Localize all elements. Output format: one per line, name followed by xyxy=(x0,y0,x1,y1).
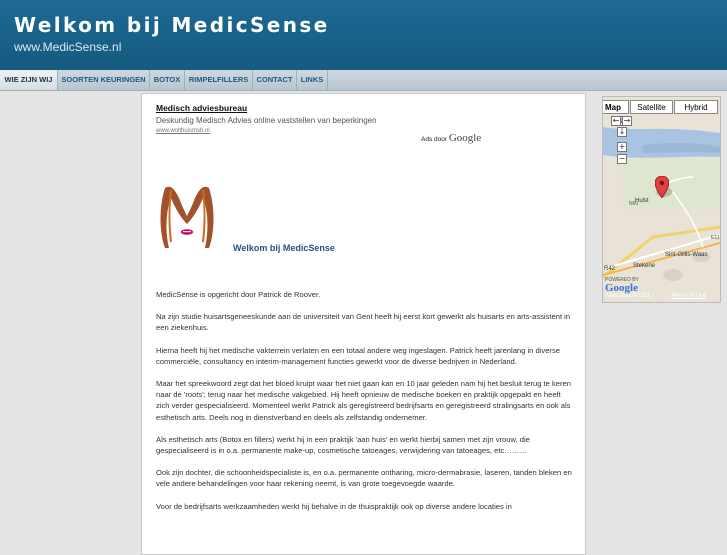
map-label-road-n60: N60 xyxy=(629,201,639,207)
main-nav xyxy=(0,70,727,91)
nav-item-contact[interactable]: CONTACT xyxy=(253,70,297,90)
map-label-stekene: Stekene xyxy=(633,263,656,269)
nav-item-rimpelfillers[interactable]: RIMPELFILLERS xyxy=(185,70,253,90)
paragraph: Als esthetisch arts (Botox en fillers) werkt hij in een praktijk 'aan huis' en werkt hierbij samen met zijn vrouw, die gespecialiseerd is in o.a. permanente make-up, cosmetische tatoeages, verwijdering van tatoeages, etc……… xyxy=(156,434,530,456)
paragraph: Hierna heeft hij het medische vakterrein verlaten en een totaal andere weg ingeslagen. Patrick heeft jarenlang in diverse commerciële, consultancy en interim-management functies gewerkt voor de diverse bedrijven in Nederland. xyxy=(156,345,560,366)
map-data-credit: Map data ©2011 - xyxy=(606,293,654,299)
terms-of-use-link[interactable]: Terms of Use xyxy=(671,293,707,299)
map-label-hulst: Hulst xyxy=(635,198,649,204)
ads-by-label: Ads door xyxy=(421,136,448,143)
ad-url-link[interactable]: www.wolthuismsb.nl xyxy=(156,128,210,134)
map-tab-map[interactable]: Map xyxy=(602,100,629,114)
pan-right-icon[interactable]: → xyxy=(623,116,631,125)
nav-item-links[interactable]: LINKS xyxy=(297,70,328,90)
article-body xyxy=(156,289,576,523)
nav-item-wie-zijn-wij[interactable]: WIE ZIJN WIJ xyxy=(0,70,58,90)
page-heading: Welkom bij MedicSense xyxy=(233,243,335,253)
pan-down-icon[interactable]: ↓ xyxy=(618,127,626,136)
zoom-in-icon[interactable]: + xyxy=(618,142,626,151)
ad-description: Deskundig Medisch Advies online vaststellen van beperkingen xyxy=(156,116,377,125)
paragraph: Na zijn studie huisartsgeneeskunde aan de universiteit van Gent heeft hij eerst kort gewerkt als huisarts en arts-assistent in een ziekenhuis. xyxy=(156,312,571,333)
map-label-road-r42: R42 xyxy=(604,266,616,272)
map-tab-satellite[interactable]: Satellite xyxy=(630,100,673,114)
ad-title-link[interactable]: Medisch adviesbureau xyxy=(156,103,248,113)
nav-item-soorten-keuringen[interactable]: SOORTEN KEURINGEN xyxy=(58,70,150,90)
site-url: www.MedicSense.nl xyxy=(14,40,122,54)
site-title: Welkom bij MedicSense xyxy=(14,13,330,37)
google-brand: Google xyxy=(448,132,482,144)
powered-by-label: POWERED BY xyxy=(605,277,639,283)
zoom-out-icon[interactable]: − xyxy=(618,154,626,163)
content-panel xyxy=(141,93,586,555)
map-label-sint-gillis-waas: Sint-Gillis-Waas xyxy=(665,252,708,258)
pan-left-icon[interactable]: ← xyxy=(612,116,620,125)
paragraph: Ook zijn dochter, die schoonheidspecialiste is, en o.a. permanente ontharing, micro-dermabrasie, laseren, tanden bleken en vele andere behandelingen voor haar rekening neemt, is van grote toegevoegde waarde. xyxy=(156,468,572,489)
map-label-road-e11: E11 xyxy=(711,235,720,241)
location-marker-icon[interactable] xyxy=(655,176,669,198)
paragraph: Maar het spreekwoord zegt dat het bloed kruipt waar het niet gaan kan en 10 jaar geleden nam hij het besluit terug te keren naar de 'roots'; terug naar het medische vakgebied. Hij heeft opnieuw de medische boeken en praktijk opgepakt en heeft zich verder gespecialiseerd. Momenteel werkt Patrick als geregistreerd bedrijfsarts en geregistreerd stralingsarts en ook als esthetisch arts. Deels nog in dienstverband en deels als zelfstandig ondernemer. xyxy=(156,379,571,422)
paragraph: Voor de bedrijfsarts werkzaamheden werkt hij behalve in de thuispraktijk ook op diverse andere locaties in xyxy=(156,501,512,511)
paragraph: MedicSense is opgericht door Patrick de Roover. xyxy=(156,290,321,299)
map-tab-hybrid[interactable]: Hybrid xyxy=(674,100,718,114)
ads-by-google[interactable] xyxy=(421,132,481,144)
medicsense-logo xyxy=(155,176,219,256)
site-header xyxy=(0,0,727,70)
nav-item-botox[interactable]: BOTOX xyxy=(150,70,185,90)
google-map-logo: Google xyxy=(605,282,638,294)
google-map[interactable] xyxy=(602,96,721,303)
